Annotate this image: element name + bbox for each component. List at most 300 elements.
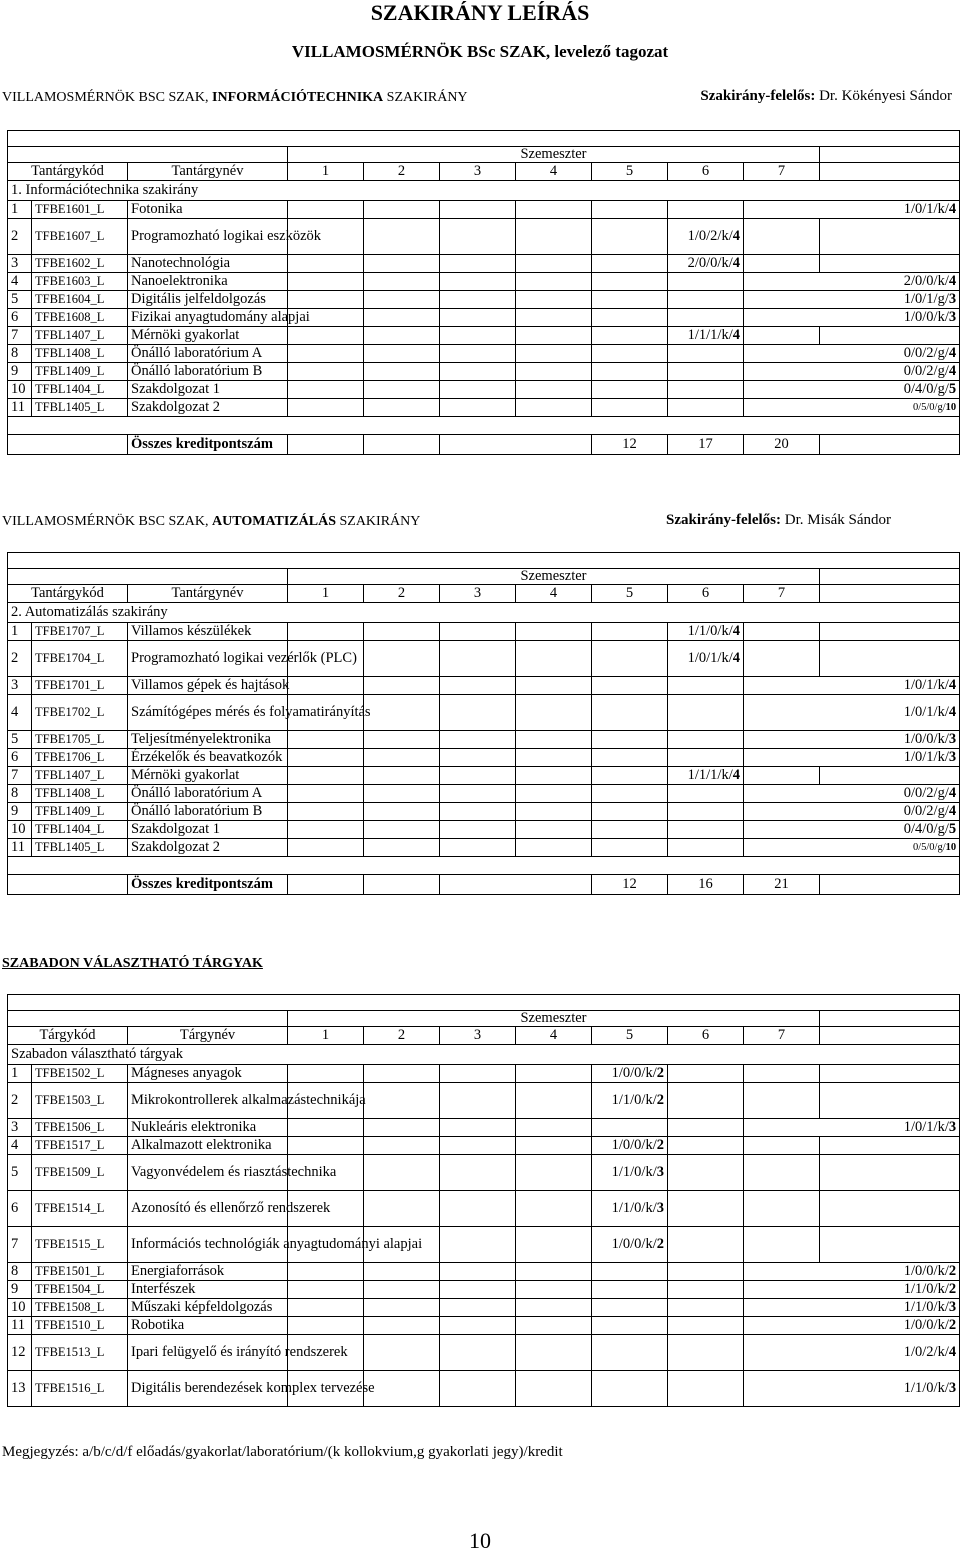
requirement-code: 0/0/2/g/ <box>903 345 949 361</box>
requirement-code: 0/5/0/g/ <box>912 402 946 413</box>
subject-name: Interfészek <box>128 1281 288 1299</box>
semester-cell <box>440 731 516 749</box>
table-row <box>8 1137 960 1155</box>
semester-cell <box>364 255 440 273</box>
table-row <box>8 731 960 749</box>
semester-cell <box>516 1227 592 1263</box>
semester-cell <box>592 1119 668 1137</box>
semester-cell <box>364 399 440 417</box>
subject-requirement <box>668 641 744 677</box>
requirement-code: 1/1/0/k/ <box>687 623 733 639</box>
row-number: 8 <box>8 345 32 363</box>
semester-cell <box>516 345 592 363</box>
semester-cell <box>668 839 744 857</box>
row-number: 6 <box>8 1191 32 1227</box>
subject-code: TFBL1407_L <box>32 327 128 345</box>
blank-cell <box>8 147 288 163</box>
semester-cell <box>592 363 668 381</box>
semester-cell <box>440 345 516 363</box>
semester-cell <box>288 399 364 417</box>
semester-number: 6 <box>668 585 744 603</box>
semester-cell <box>516 1371 592 1407</box>
semester-number: 3 <box>440 163 516 181</box>
table-row <box>8 1263 960 1281</box>
semester-cell <box>364 1083 440 1119</box>
semester-cell <box>288 785 364 803</box>
semester-cell <box>364 803 440 821</box>
row-number: 7 <box>8 767 32 785</box>
semester-cell <box>668 1083 744 1119</box>
semester-cell <box>668 291 744 309</box>
semester-cell <box>364 623 440 641</box>
semester-cell <box>516 731 592 749</box>
spacer-row <box>8 553 960 569</box>
semester-cell <box>668 1227 744 1263</box>
section1-resp-name: Dr. Kökényesi Sándor <box>815 88 952 104</box>
semester-cell <box>592 623 668 641</box>
semester-cell <box>364 767 440 785</box>
section1-resp-label: Szakirány-felelős: <box>700 88 816 104</box>
subject-name: Villamos készülékek <box>128 623 288 641</box>
table-row <box>8 381 960 399</box>
credit-value: 4 <box>732 255 740 271</box>
table-row <box>8 1335 960 1371</box>
semester-cell <box>516 399 592 417</box>
semester-label: Szemeszter <box>288 1011 820 1027</box>
spacer-cell <box>8 417 960 435</box>
semester-cell <box>744 255 820 273</box>
credit-value: 4 <box>732 327 740 343</box>
subject-name: Információs technológiák anyagtudományi alapjai <box>128 1227 288 1263</box>
semester-cell <box>516 1065 592 1083</box>
footnote: Megjegyzés: a/b/c/d/f előadás/gyakorlat/laboratórium/(k kollokvium,g gyakorlati jegy)/kredit <box>2 1444 563 1460</box>
semester-cell <box>592 839 668 857</box>
semester-cell <box>364 309 440 327</box>
subject-name: Fotonika <box>128 201 288 219</box>
subject-code: TFBE1504_L <box>32 1281 128 1299</box>
subject-requirement <box>744 291 960 309</box>
spacer-row <box>8 131 960 147</box>
semester-cell <box>668 381 744 399</box>
row-number: 7 <box>8 1227 32 1263</box>
semester-cell <box>516 821 592 839</box>
col-code-header: Tantárgykód <box>8 585 128 603</box>
semester-cell <box>364 327 440 345</box>
semester-cell <box>288 1119 364 1137</box>
subject-code: TFBE1517_L <box>32 1137 128 1155</box>
requirement-code: 0/4/0/g/ <box>903 821 949 837</box>
semester-cell <box>288 1317 364 1335</box>
subject-code: TFBE1514_L <box>32 1191 128 1227</box>
semester-cell <box>516 695 592 731</box>
semester-cell <box>592 641 668 677</box>
semester-cell <box>516 1083 592 1119</box>
row-number: 4 <box>8 273 32 291</box>
semester-number: 5 <box>592 1027 668 1045</box>
semester-cell <box>516 1119 592 1137</box>
requirement-code: 1/0/0/k/ <box>611 1137 657 1153</box>
semester-cell <box>516 623 592 641</box>
semester-number: 2 <box>364 1027 440 1045</box>
subject-name: Robotika <box>128 1317 288 1335</box>
semester-cell <box>440 399 516 417</box>
semester-cell <box>440 309 516 327</box>
semester-number: 1 <box>288 163 364 181</box>
subject-code: TFBE1705_L <box>32 731 128 749</box>
requirement-code: 0/0/2/g/ <box>903 785 949 801</box>
column-header-row <box>8 163 960 181</box>
table-row <box>8 821 960 839</box>
semester-cell <box>668 677 744 695</box>
semester-cell <box>288 767 364 785</box>
semester-cell <box>668 821 744 839</box>
semester-cell <box>516 381 592 399</box>
subject-name: Alkalmazott elektronika <box>128 1137 288 1155</box>
table-row <box>8 201 960 219</box>
semester-cell <box>668 1317 744 1335</box>
semester-cell <box>440 1371 516 1407</box>
semester-cell <box>592 803 668 821</box>
subject-code: TFBE1502_L <box>32 1065 128 1083</box>
semester-cell <box>440 1065 516 1083</box>
semester-cell <box>288 363 364 381</box>
semester-cell <box>744 1137 820 1155</box>
credit-value: 10 <box>945 842 957 853</box>
semester-cell <box>592 399 668 417</box>
row-number: 13 <box>8 1371 32 1407</box>
credit-value: 4 <box>948 273 957 289</box>
semester-cell <box>288 1137 364 1155</box>
credit-value: 4 <box>732 650 740 666</box>
subject-requirement <box>668 623 744 641</box>
semester-cell <box>364 1299 440 1317</box>
semester-cell <box>516 839 592 857</box>
credit-value: 2 <box>656 1092 664 1108</box>
semester-cell <box>440 1335 516 1371</box>
blank-cell <box>288 875 364 895</box>
semester-number: 2 <box>364 585 440 603</box>
requirement-code: 1/1/1/k/ <box>687 767 733 783</box>
semester-cell <box>592 1299 668 1317</box>
credit-value: 3 <box>656 1164 664 1180</box>
requirement-code: 1/0/0/k/ <box>903 309 949 325</box>
subject-requirement <box>744 839 960 857</box>
subject-requirement <box>744 731 960 749</box>
subject-code: TFBE1702_L <box>32 695 128 731</box>
requirement-code: 0/4/0/g/ <box>903 381 949 397</box>
credit-value: 2 <box>656 1236 664 1252</box>
subject-code: TFBE1602_L <box>32 255 128 273</box>
subject-requirement <box>744 785 960 803</box>
section1-suffix: SZAKIRÁNY <box>383 90 468 105</box>
semester-cell <box>364 1335 440 1371</box>
row-number: 2 <box>8 1083 32 1119</box>
blank-cell <box>820 1137 960 1155</box>
section2-resp-name: Dr. Misák Sándor <box>780 512 891 528</box>
blank-cell <box>820 623 960 641</box>
subject-name: Szakdolgozat 2 <box>128 399 288 417</box>
subject-code: TFBE1604_L <box>32 291 128 309</box>
semester-cell <box>668 273 744 291</box>
requirement-code: 1/0/0/k/ <box>903 1317 949 1333</box>
semester-cell <box>440 1299 516 1317</box>
semester-cell <box>668 1191 744 1227</box>
semester-cell <box>668 1371 744 1407</box>
subject-requirement <box>592 1065 668 1083</box>
row-number: 7 <box>8 327 32 345</box>
subject-code: TFBE1706_L <box>32 749 128 767</box>
section1-table <box>7 130 960 455</box>
semester-cell <box>288 255 364 273</box>
semester-cell <box>592 1281 668 1299</box>
credit-value: 4 <box>732 623 740 639</box>
blank-cell <box>820 641 960 677</box>
blank-cell <box>820 1011 960 1027</box>
semester-cell <box>440 1317 516 1335</box>
semester-header-row <box>8 147 960 163</box>
subject-code: TFBE1510_L <box>32 1317 128 1335</box>
credit-value: 4 <box>948 363 957 379</box>
semester-cell <box>440 327 516 345</box>
subject-requirement <box>744 345 960 363</box>
subject-name: Programozható logikai vezérlők (PLC) <box>128 641 288 677</box>
section3-table <box>7 994 960 1407</box>
subject-code: TFBE1607_L <box>32 219 128 255</box>
row-number: 1 <box>8 1065 32 1083</box>
semester-cell <box>364 839 440 857</box>
semester-cell <box>364 1263 440 1281</box>
blank-cell <box>8 875 128 895</box>
subject-name: Teljesítményelektronika <box>128 731 288 749</box>
blank-cell <box>820 767 960 785</box>
semester-cell <box>364 1065 440 1083</box>
section3-heading: SZABADON VÁLASZTHATÓ TÁRGYAK <box>2 956 263 971</box>
subject-code: TFBE1501_L <box>32 1263 128 1281</box>
row-number: 2 <box>8 219 32 255</box>
subject-name: Mérnöki gyakorlat <box>128 327 288 345</box>
subject-name: Szakdolgozat 1 <box>128 381 288 399</box>
subject-requirement <box>744 399 960 417</box>
semester-cell <box>516 1263 592 1281</box>
semester-cell <box>668 1263 744 1281</box>
table-row <box>8 1065 960 1083</box>
row-number: 3 <box>8 677 32 695</box>
semester-cell <box>516 273 592 291</box>
semester-cell <box>592 201 668 219</box>
semester-cell <box>668 1335 744 1371</box>
subject-requirement <box>744 273 960 291</box>
subject-code: TFBE1704_L <box>32 641 128 677</box>
row-number: 11 <box>8 399 32 417</box>
semester-number: 7 <box>744 163 820 181</box>
table-row <box>8 363 960 381</box>
semester-number: 1 <box>288 585 364 603</box>
row-number: 9 <box>8 363 32 381</box>
subject-name: Önálló laboratórium B <box>128 803 288 821</box>
requirement-code: 1/1/0/k/ <box>903 1299 949 1315</box>
semester-cell <box>364 821 440 839</box>
subject-code: TFBL1409_L <box>32 363 128 381</box>
semester-cell <box>364 291 440 309</box>
subject-code: TFBL1405_L <box>32 839 128 857</box>
col-code-header: Tárgykód <box>8 1027 128 1045</box>
semester-cell <box>592 219 668 255</box>
subject-requirement <box>668 327 744 345</box>
total-value: 20 <box>744 435 820 455</box>
semester-cell <box>364 1371 440 1407</box>
row-number: 10 <box>8 381 32 399</box>
semester-cell <box>440 839 516 857</box>
semester-cell <box>744 623 820 641</box>
semester-cell <box>744 327 820 345</box>
semester-cell <box>440 1155 516 1191</box>
semester-cell <box>516 749 592 767</box>
semester-cell <box>668 803 744 821</box>
subject-requirement <box>592 1083 668 1119</box>
credit-value: 3 <box>948 309 957 325</box>
requirement-code: 2/0/0/k/ <box>687 255 733 271</box>
subject-requirement <box>744 821 960 839</box>
subject-requirement <box>744 1317 960 1335</box>
semester-cell <box>516 1281 592 1299</box>
semester-number: 4 <box>516 585 592 603</box>
blank-cell <box>440 875 592 895</box>
credit-value: 4 <box>732 767 740 783</box>
table-row <box>8 1371 960 1407</box>
credit-value: 2 <box>656 1137 664 1153</box>
semester-cell <box>592 273 668 291</box>
semester-cell <box>668 1155 744 1191</box>
spacer-row <box>8 995 960 1011</box>
table-row <box>8 1083 960 1119</box>
table-row <box>8 291 960 309</box>
credit-value: 4 <box>948 677 957 693</box>
subject-code: TFBE1516_L <box>32 1371 128 1407</box>
credit-value: 4 <box>948 345 957 361</box>
spacer-cell <box>8 995 960 1011</box>
semester-cell <box>440 1083 516 1119</box>
row-number: 11 <box>8 839 32 857</box>
table-row <box>8 255 960 273</box>
subject-code: TFBE1515_L <box>32 1227 128 1263</box>
subject-name: Nukleáris elektronika <box>128 1119 288 1137</box>
column-header-row <box>8 585 960 603</box>
row-number: 8 <box>8 1263 32 1281</box>
semester-cell <box>440 1191 516 1227</box>
requirement-code: 1/1/1/k/ <box>687 327 733 343</box>
subject-requirement <box>744 381 960 399</box>
semester-cell <box>668 309 744 327</box>
subject-name: Mérnöki gyakorlat <box>128 767 288 785</box>
semester-cell <box>364 785 440 803</box>
blank-cell <box>820 219 960 255</box>
semester-label: Szemeszter <box>288 569 820 585</box>
subject-code: TFBE1701_L <box>32 677 128 695</box>
semester-cell <box>516 1299 592 1317</box>
semester-cell <box>288 1281 364 1299</box>
semester-cell <box>668 749 744 767</box>
total-label: Összes kreditpontszám <box>128 875 288 895</box>
semester-cell <box>516 219 592 255</box>
credit-value: 3 <box>948 731 957 747</box>
semester-cell <box>516 767 592 785</box>
subject-code: TFBL1404_L <box>32 381 128 399</box>
semester-cell <box>440 821 516 839</box>
semester-cell <box>440 1263 516 1281</box>
section1-responsible <box>700 88 952 105</box>
semester-cell <box>288 345 364 363</box>
semester-cell <box>288 821 364 839</box>
row-number: 3 <box>8 1119 32 1137</box>
semester-cell <box>592 821 668 839</box>
subject-requirement <box>744 1371 960 1407</box>
semester-cell <box>364 1317 440 1335</box>
subject-code: TFBE1707_L <box>32 623 128 641</box>
semester-cell <box>288 677 364 695</box>
totals-row <box>8 435 960 455</box>
group-title: 1. Információtechnika szakirány <box>8 181 960 201</box>
credit-value: 3 <box>948 1299 957 1315</box>
requirement-code: 0/5/0/g/ <box>912 842 946 853</box>
row-number: 8 <box>8 785 32 803</box>
credit-value: 3 <box>948 291 957 307</box>
section1-heading <box>2 90 468 106</box>
section2-table <box>7 552 960 895</box>
blank-cell <box>820 1065 960 1083</box>
semester-label: Szemeszter <box>288 147 820 163</box>
semester-cell <box>288 1263 364 1281</box>
blank-cell <box>8 435 128 455</box>
total-value: 12 <box>592 875 668 895</box>
requirement-code: 1/1/0/k/ <box>903 1380 949 1396</box>
requirement-code: 1/0/1/k/ <box>903 677 949 693</box>
table-row <box>8 1317 960 1335</box>
semester-cell <box>668 1137 744 1155</box>
credit-value: 2 <box>656 1065 664 1081</box>
requirement-code: 1/1/0/k/ <box>611 1164 657 1180</box>
semester-cell <box>288 1299 364 1317</box>
blank-cell <box>820 1027 960 1045</box>
semester-number: 1 <box>288 1027 364 1045</box>
subject-name: Szakdolgozat 1 <box>128 821 288 839</box>
table-row <box>8 1191 960 1227</box>
semester-cell <box>592 1263 668 1281</box>
semester-number: 2 <box>364 163 440 181</box>
credit-value: 4 <box>948 201 957 217</box>
semester-cell <box>592 327 668 345</box>
subject-requirement <box>744 749 960 767</box>
subject-code: TFBL1408_L <box>32 345 128 363</box>
subject-code: TFBL1405_L <box>32 399 128 417</box>
group-title-row <box>8 603 960 623</box>
requirement-code: 1/0/0/k/ <box>903 1263 949 1279</box>
requirement-code: 1/1/0/k/ <box>611 1200 657 1216</box>
semester-number: 4 <box>516 1027 592 1045</box>
semester-cell <box>364 1155 440 1191</box>
semester-cell <box>592 255 668 273</box>
requirement-code: 1/0/0/k/ <box>611 1065 657 1081</box>
row-number: 10 <box>8 1299 32 1317</box>
subject-requirement <box>744 1281 960 1299</box>
subject-requirement <box>744 1299 960 1317</box>
section2-prefix: VILLAMOSMÉRNÖK BSC SZAK, <box>2 514 213 529</box>
semester-cell <box>440 767 516 785</box>
semester-cell <box>592 695 668 731</box>
semester-cell <box>744 219 820 255</box>
subject-requirement <box>668 219 744 255</box>
spacer-row <box>8 857 960 875</box>
requirement-code: 1/0/1/g/ <box>903 291 949 307</box>
